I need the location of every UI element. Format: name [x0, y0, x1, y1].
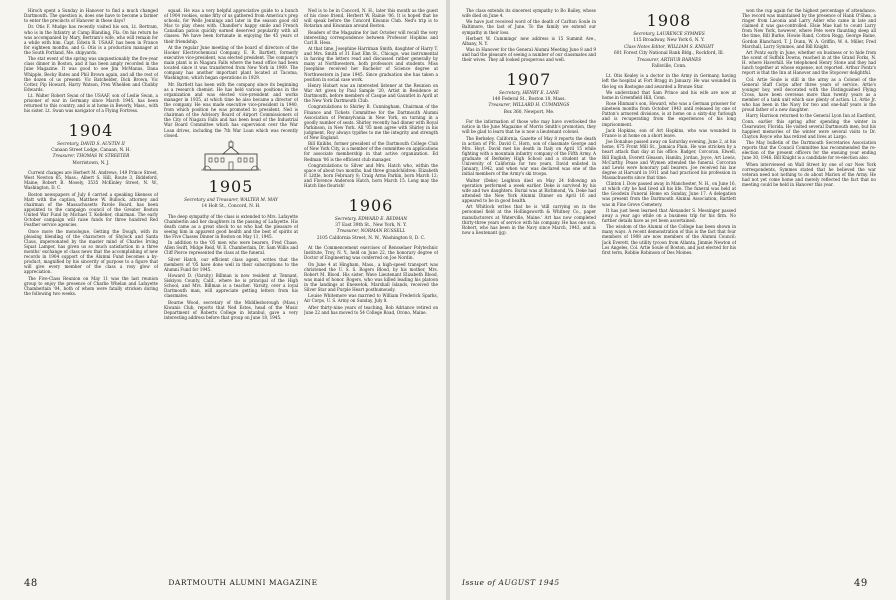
paragraph: Bourne Wood, secretary of the Middlesborough (Mass.) Kiwanis Club, reports that Ned Estes, head of the Music Department of Roberts College in Istanbul, gave a very interesting address before that group on June 18, 1945.: [164, 299, 298, 321]
class-treasurer: Treasurer, ARTHUR BARNES: [636, 57, 702, 63]
paragraph: Col. Artie Soule is still in the army as a Colonel of the General Staff Corps after three years of service. Artie's younger boy, well decorated with the Distinguished Flying Cross, have been overseas more than twenty years as a member of a tank unit which saw plenty of action. Lt. Artie Jr. who has been in the Navy for two and one-half years is the proud father of a new daughter.: [742, 76, 876, 113]
paragraph: We have just received word of the death of Carlton Soule in Baltimore, the last of June. To the family we extend our sympathy in their loss.: [462, 19, 596, 35]
class-year-heading: 1905: [208, 176, 254, 196]
paragraph: At the regular June meeting of the board of directors of the Hooker Electrochemical Company, E. R. Bartlett, formerly executive vice-president, was elected president. The company's main plant is in Niagara Falls where the head office had been located since it was transferred from New York in 1909. The company has another important plant located at Tacoma, Washington, which began operations in 1929.: [164, 44, 298, 81]
column-4: [462, 8, 596, 568]
paragraph: The Berkeley, California, Gazette of May 8 reports the death in action of Pfc. David C. Horn, son of classmate George and Mrs. Hoyt. David met his death in Italy on April 15 while fighting with a mountain infantry company of the Fifth Army. A graduate of Berkeley High School and a student at the University of California for two years, David enlisted in January, 1942, and when war was declared was one of the initial members of the Army's ski troops.: [462, 135, 596, 177]
paragraph: Was in Hanover for the General Alumni Meeting June 8 and 9 and had the pleasure of seeing a number of our classmates and their wives. They all looked prosperous and well.: [462, 47, 596, 63]
paragraph: won the cup again for the highest percentage of attendance. The record was maintained by the presence of Hank O'Shea, a ringer from Laconia and Larry Adler who came in late and claimed it was gas-controlled. Elsie Mae had to count Larry from New York, however, where Pete were flaunting sleep all the time, Bill Burke, Howie Rand, Cotton Rogg, George Baine, Gordon Blanchard, T. J. Dunn, W. A. Griffin, W. A. Miller, Fred Marchall, Larry Symmes, and Bill Knight.: [742, 8, 876, 49]
column-5: [602, 8, 736, 568]
class-address: 14 Holt St., Concord, N. H.: [201, 204, 261, 210]
paragraph: squad. He was a very helpful appreciative guide to a bunch of 1904 rookies, some fifty of us gathered from America's prep schools, for Wells Jennings and later in the season good old Mac to play chess with. Chandler's happy smile and French Canadian patois quickly earned deserved popularity with all classes. We have been fortunate in enjoying the 45 years of their friendship.: [164, 8, 298, 44]
class-notes-editor: Class Notes Editor, WILLIAM S. KNIGHT: [624, 44, 714, 50]
paragraph: Clinton I. Dow passed away in Manchester, N. H., on June 16, at which city he had lived all his life. The funeral was held at the Goodwin Funeral Home on Sunday, June 17. A delegation was present from the Dartmouth Alumni Association, Bartlett was in Fine Grove Cemetery.: [602, 181, 736, 207]
paragraph: Walter (Deke) Leighton died on May 24 following an operation performed a week earlier. Deke is survived by his wife and two daughters. Burial was at Richmond, Va. Deke had attended the New York Alumni Dinner on April 16 and appeared to be in good health.: [462, 177, 596, 204]
class-secretary: Secretary, EDWARD E. REDMAN: [334, 216, 408, 222]
paragraph: Congratulations to Shirley B. Cunningham, Chairman of the Finance and Tickets Committee for the Dartmouth Alumni Association of Pennsylvania in New York, on turning in a goodly number of seats. Shirley recently had dinner with Royal Parkinson, in New York. All '05 men agree with Shirley in his judgment, Roy always typifies to me the integrity and strength of New England.: [304, 104, 438, 140]
paragraph: Silver Hatch, our efficient class agent, writes that the members of '05 have done well in their subscriptions to the Alumni Fund for 1945.: [164, 256, 298, 272]
paragraph: Current changes are Herbert M. Andrews, 149 Prince Street, West Newton 65, Mass.; Albert S. Hill, Route 3, Biddeford, Maine; Robert B. Mosely, 3535 McKinley Street, N. W., Washington, D. C.: [24, 170, 158, 191]
paragraph: Louise Whitemore was married to William Frederick Sparks, Air Corps, U. S. Army on Sunday, July 8.: [304, 293, 438, 304]
class-address: Fallsville, Conn.: [651, 63, 687, 69]
paragraph: Henry Hobart was an interested listener at the Reunion on War Art given by Paul Sample '20, Artist in Residence at Dartmouth, before members of Casque and Gauntlet in April at the New York Dartmouth Club.: [304, 82, 438, 104]
paragraph: Hirsch spent a Sunday in Hanover to find a much changed Dartmouth. The question is, does one have to become a farmer to enter the precincts of Hanover in these days?: [24, 8, 158, 24]
class-secretary: Secretary and Treasurer, WALTER M. MAY: [184, 197, 278, 203]
paragraph: Mr. Bartlett has been with the company since its beginning as a research chemist. He has held various positions in the organization and was elected vice-president and works manager in 1935, at which time he also became a director of the company. He was made executive vice-president in 1940, from which position he was promoted to president. Ned is chairman of the Advisory Board of Airport Commissioners of the City of Niagara Falls and has been head of the Industrial War Board Committee which has supervision over the War Loan drives, including the 7th War Loan which was recently closed.: [164, 81, 298, 138]
paragraph: Harry Harrison returned to the General Lyon Inn at Eastford, Conn. earlier this spring after spending the winter in Clearwater, Florida. He visited several Dartmouth men, but his happiest memories of the winter were several visits to Dr. Clayton Royce who has retired and lives at Largo.: [742, 113, 876, 139]
paragraph: The stat event of the spring was unquestionably the five-year class dinner in Boston, and it has been amply recorded in the June Magazine. It was good to see Jim McManus, Dana Whipple, Becky Bates and Phil Brown again, and all the rest of the dozen of us present: Vic Batchelder, Dick Brown, Vic Cotter, Pip Howard, Harry Watson, Prex Whelden and Chubby Edwards.: [24, 56, 158, 92]
paragraph: Lt. Otis Kealey is a doctor in the Army in Germany, having left the hospital at Fort Bragg in January. He was wounded in the leg on Bastogne and awarded a Bronze Star.: [602, 73, 736, 89]
paragraph: The wisdom of the Alumni of the College has been shown in many ways. A recent demonstration of this is the fact that four members of 1908 are now members of the Alumni Council: Jack Everett, the utility tycoon from Atlanta, Jimmie Newton of Los Angeles, Col. Artie Soule of Boston, and just elected for his first term, Robbie Robinson of Des Moines.: [602, 224, 736, 255]
paragraph: For the information of those who may have overlooked the notice in the June Magazine of Morris Smith's promotion, they will be glad to learn that he is now a lieutenant colonel.: [462, 119, 596, 135]
paragraph: Rose Hinman's son, Howard, who was a German prisoner for nineteen months from October 1943 until released by one of Patton's armored divisions, is at home on a sixty-day furlough and is recuperating from the experiences of his long imprisonment.: [602, 101, 736, 127]
class-address: 2105 California Street, N. W., Washington 8, D. C.: [316, 235, 426, 241]
paragraph: The class extends its sincerest sympathy to Bo Bailey, whose wife died on June 4.: [462, 8, 596, 19]
class-secretary: Secretary, HENRY E. LANE: [498, 90, 560, 96]
paragraph: The deep sympathy of the class is extended to Mrs. Lafayette Chamberlin and her daughters in the passing of Lafayette. His death came as a great shock to us who had the pleasure of seeing him in apparent good health and the best of spirits at the Five Classes Dinner in Boston on May 11, 1945.: [164, 213, 298, 239]
class-address: Box 360, Newport, Me.: [503, 109, 555, 115]
paragraph: Joe Donahue passed away on Saturday evening, June 2, at his home, 675 Front Mill St., Jamaica Plain. He was stricken by a heart attack that day at his office. Badger, Corcoran, Elwell, Bill English, Everett Gleason, Hamlin, Jordan, Joyce, Art Lewis, McCarthy, Pease and Wymen attended the funeral. Corcoran and Lewis were honorary pall bearers. Joe received his law degree at Harvard in 1911 and had practiced his profession in Massachusetts since that time.: [602, 139, 736, 180]
paragraph: Jack Hopkins, son of Art Hopkins, who was wounded in France is at home on a short leave.: [602, 127, 736, 138]
paragraph: Art Pontz early in June, whether on business or to hide from the scent of Suffolk Downs, reached in at the Grand Forks, N. H. where Haverhill. He telephoned Henry Stone and they had lunch together at whose expense, not reported. Arthur Pontz's report is that the Inn at Hanover and the Stopover delightful.: [742, 49, 876, 76]
paragraph: Readers of the Magazine for last October will recall the very interesting correspondence between Professor Hopkins and Carl B. Hess.: [304, 29, 438, 45]
paragraph: Bill Knibbs, former president of the Dartmouth College Club of New York City, is a member of the committee on applications for associate membership in that active organization. Ed Redman '06 is the efficient club manager.: [304, 141, 438, 162]
paragraph: Howard D. (Varsity) Billman is now resident at Tennant, Siskiyou County, Calif., where he is principal of the High School, and Mrs. Billman is a teacher. Varsity, over a loyal Dartmouth man, will appreciate getting letters from his classmates.: [164, 273, 298, 299]
class-secretary: Secretary, DAVID S. AUSTIN II: [57, 141, 125, 147]
paragraph: Art Whitlock writes that he is 'still carrying on in the personnel field at the Hollingsworth & Whitney Co., paper manufacturers at Waterville, Maine.' Art has now completed thirty-three years of service with his company. He has one son, Robert, who has been in the Navy since March, 1943, and is now a lieutenant (jg).: [462, 204, 596, 235]
paragraph: The May bulletin of the Dartmouth Secretaries Association reports that the Council Committee has recommended the re-election of the present officers for the ensuing year ending June 30, 1946. Bill Knight is a candidate for re-election also.: [742, 140, 876, 161]
column-6: [742, 8, 876, 568]
paragraph: Boston newspapers of July 6 carried a speaking likeness of Matt with the caption, Matthew W. Bullock, attorney and chairman of the Massachusetts Parole Board, has been appointed to the campaign council of the Greater Boston United War Fund by Michael T. Kelleher, chairman. The early October campaign will raise funds for three hundred Red Feather service agencies.: [24, 191, 158, 228]
column-3: [304, 8, 438, 568]
issue-footer: Issue of AUGUST 1945: [462, 578, 560, 587]
paragraph: Dr. Otis F. Mudge has recently visited his son, Lt. Bertram, who is in the Infantry at Camp Blanding, Fla. On his return he was accompanied by Mary, Bertram's wife, who will remain for a while with him. Capt. Edwin B. USAAF, has been in France for eighteen months, and G. Otis is a production manager at the South Portland, Me. shipyards.: [24, 24, 158, 55]
class-year-heading: 1904: [68, 120, 114, 140]
paragraph: Ned is to be in Concord, N. H., later this month as the guest of his close friend, Herbert W. Rainie '06. It is hoped that he will speak before the Concord Kiwanis Club. Ned's trip is to Rotarian and Kiwanian around Boston.: [304, 8, 438, 29]
class-year-heading: 1907: [506, 69, 552, 89]
paragraph: Lt. Walter Robert Swan of the USAAF, son of Leslie Swan, a prisoner of war in Germany since March 1945, has been returned to this country, and is at home in Beverly, Mass., with his sister. Lt. Swan was navigator of a Flying Fortress.: [24, 93, 158, 114]
paragraph: At the Commencement exercises of Rensselaer Polytechnic Institute, Troy, N. Y., held on June 22, the honorary degree of Doctor of Engineering was conferred on Joe Nordin.: [304, 245, 438, 261]
dartmouth-hall-illustration: [201, 140, 261, 174]
class-address: Morristown, N. J.: [72, 160, 110, 166]
page-number-left: 48: [24, 578, 38, 589]
class-address: 37 East 39th St., New York, N. Y.: [335, 222, 407, 228]
magazine-title-footer: DARTMOUTH ALUMNI MAGAZINE: [168, 578, 318, 587]
paragraph: Congratulations to Silver and Mrs. Hatch who, within the space of about two months, had three grandchildren: Elizabeth F. Little, born February 8; Craig Arms Parkin, born March 12; and Florence Anderson Hatch, born March 15. Long may the Hatch line flourish!: [304, 162, 438, 189]
paragraph: When interviewed on Wall Street by one of our New York correspondents, Symmes stated that he believed the war veteran need not nothing to do about Marion of the Army. He had not yet come home and merely reflected the fact that no meeting could be held in Hanover this year.: [742, 161, 876, 188]
paragraph: The Five-Class Reunion on May 11 was the last reunion group to enjoy the presence of Charlie Whelan and Lafayette Chamberlain '04, both of whom were fatally stricken during the following two weeks.: [24, 275, 158, 296]
class-address: 140 Federal St., Boston 10, Mass.: [492, 97, 566, 103]
class-address: 115 Broadway, New York 6, N. Y.: [633, 38, 705, 44]
paragraph: Once more the monologue, Getting the Dough, with its pleasing blending of the characters of Shylock and Santa Claus, impersonated by the master mind of Charles Irving Squat Lamper, has given us so much satisfaction in a three months' exchange of class news that the accomplishing of new records in 1904 support of the Alumni Fund becomes a by-product, magnified by his sincerity of purpose to a figure that will give every member of the class a rosy glow of appreciation.: [24, 228, 158, 275]
class-address: 601 Forest City National Bank Bldg., Rockford, Ill.: [613, 51, 724, 57]
class-year-heading: 1906: [348, 195, 394, 215]
paragraph: Herbert W. Cummings' new address is 15 Summit Ave., Albany, N. Y.: [462, 35, 596, 46]
class-year-heading: 1908: [646, 11, 692, 30]
paragraph: After thirty-nine years of teaching, Bob Adriance retired on June 22 and has moved to 54 College Road, Orono, Maine.: [304, 304, 438, 315]
class-treasurer: Treasurer, NORMAN RUSSELL: [336, 229, 406, 235]
class-treasurer: Treasurer, WILLARD H. CUMMINGS: [488, 103, 570, 109]
column-2: [164, 8, 298, 568]
paragraph: At that time, Josephine Harriman Smith, daughter of Harry T. and Mrs. Smith of 31 East Elm St., Chicago, was instrumental in having the letters read and discussed rather generally by many at Northwestern, both professors and students. Miss Josephine received her Bachelor of Science degree at Northwestern in June 1945. Since graduation she has taken a position in social case work.: [304, 46, 438, 82]
paragraph: On June 4 at Hingham, Mass., a high-speed transport was christened the U. S. S. Rogers Blood, by his mother, Mrs. Robert M. Blood. His sister, Wave Lieutenant Elizabeth Blood, was maid of honor. Rogers, who was killed leading his platoon in the landings at Enewetok, Marshall Islands, received the Silver Star and Purple Heart posthumously.: [304, 261, 438, 292]
class-address: Canaan Street Lodge, Canaan, N. H.: [51, 148, 131, 154]
column-1: [24, 8, 158, 568]
class-secretary: Secretary, LAURENCE SYMMES: [633, 32, 705, 37]
class-treasurer: Treasurer, THOMAS W. STREETER: [52, 154, 130, 160]
page-number-right: 49: [854, 578, 868, 589]
paragraph: We understand that Sam Prince and his wife are now at home in Greenfield Hill, Conn.: [602, 89, 736, 100]
paragraph: It has just been learned that Alexander S. Messinger passed away a year ago while on a business trip for his firm. No further details have as yet been ascertained.: [602, 207, 736, 223]
paragraph: In addition to the '05 men who were bearers, Fred Chase, Allen Swift, Midge Reid, W. E. Chamberlain, Dr. Sam Willis and Cliff Pierce represented the class at the funeral.: [164, 240, 298, 256]
